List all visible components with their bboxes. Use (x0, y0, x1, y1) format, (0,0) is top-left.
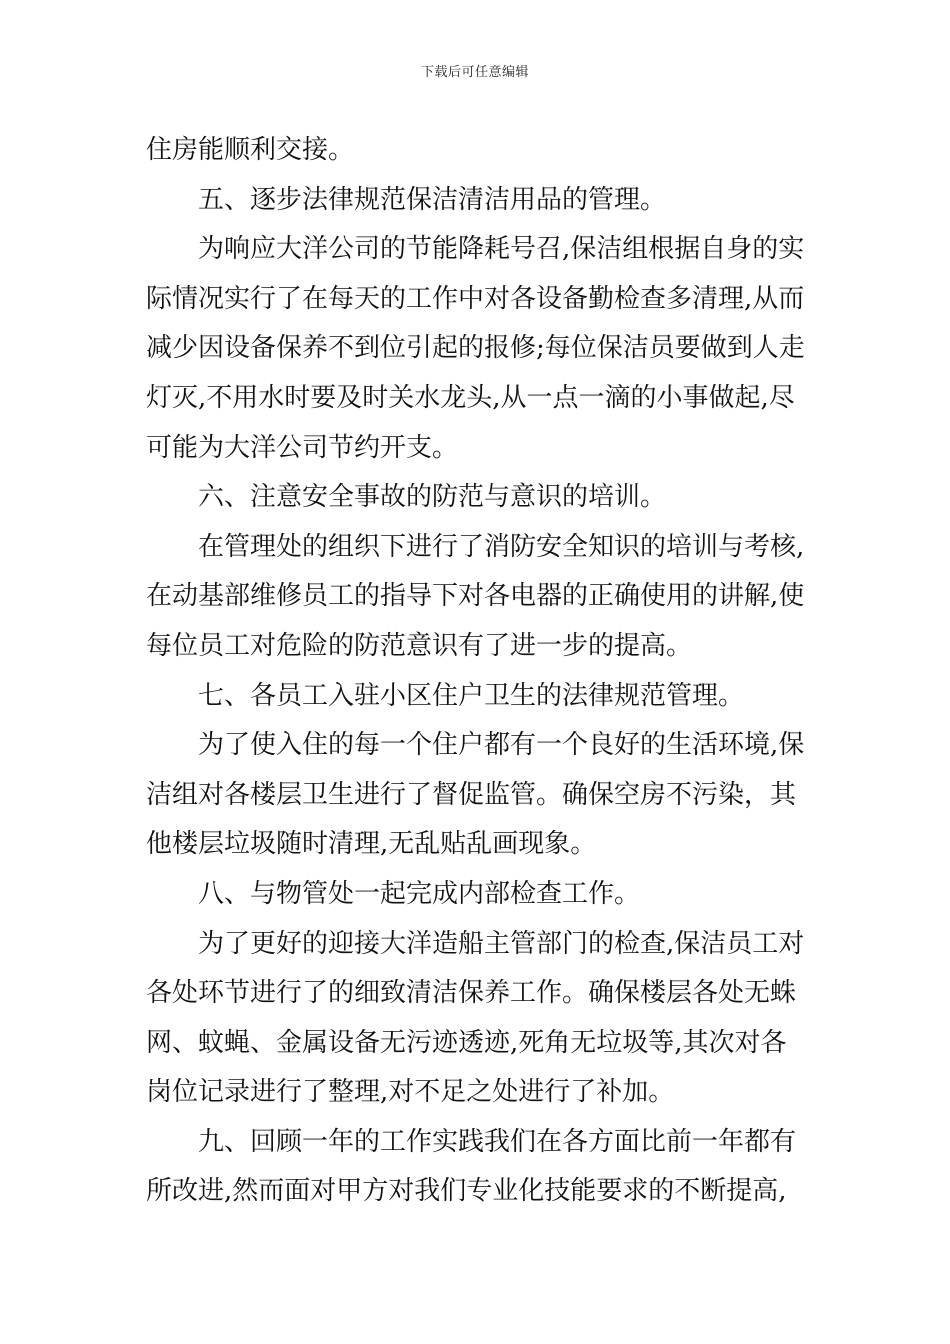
section-heading: 六、注意安全事故的防范与意识的培训。 (198, 482, 667, 513)
text-line: 为了使入住的每一个住户都有一个良好的生活环境,保 (198, 730, 805, 761)
text-line: 岗位记录进行了整理,对不足之处进行了补加。 (146, 1077, 675, 1108)
text-line: 各处环节进行了的细致清洁保养工作。确保楼层各处无蛛 (146, 978, 797, 1009)
text-line: 为响应大洋公司的节能降耗号召,保洁组根据自身的实 (198, 234, 805, 265)
document-body (146, 126, 810, 1217)
section-heading: 五、逐步法律规范保洁清洁用品的管理。 (198, 184, 667, 215)
text-line: 网、蚊蝇、金属设备无污迹透迹,死角无垃圾等,其次对各 (146, 1027, 787, 1058)
section-heading: 八、与物管处一起完成内部检查工作。 (198, 878, 641, 909)
text-line: 住房能顺利交接。 (146, 135, 355, 165)
text-line: 所改进,然而面对甲方对我们专业化技能要求的不断提高, (146, 1176, 787, 1207)
text-line: 可能为大洋公司节约开支。 (146, 432, 459, 463)
text-line: 为了更好的迎接大洋造船主管部门的检查,保洁员工对 (198, 928, 805, 959)
text-line: 每位员工对危险的防范意识有了进一步的提高。 (146, 630, 693, 661)
text-line: 际情况实行了在每天的工作中对各设备勤检查多清理,从而 (146, 283, 805, 314)
text-line: 洁组对各楼层卫生进行了督促监管。确保空房不污染，其 (146, 779, 797, 810)
section-heading: 九、回顾一年的工作实践我们在各方面比前一年都有 (198, 1126, 797, 1157)
text-line: 在动基部维修员工的指导下对各电器的正确使用的讲解,使 (146, 581, 805, 612)
page-header-note: 下载后可任意编辑 (420, 65, 529, 80)
text-line: 他楼层垃圾随时清理,无乱贴乱画现象。 (146, 829, 597, 860)
text-line: 减少因设备保养不到位引起的报修;每位保洁员要做到人走 (146, 333, 805, 364)
text-line: 在管理处的组织下进行了消防安全知识的培训与考核, (198, 531, 805, 562)
section-heading: 七、各员工入驻小区住户卫生的法律规范管理。 (198, 680, 745, 711)
text-line: 灯灭,不用水时要及时关水龙头,从一点一滴的小事做起,尽 (146, 382, 795, 413)
